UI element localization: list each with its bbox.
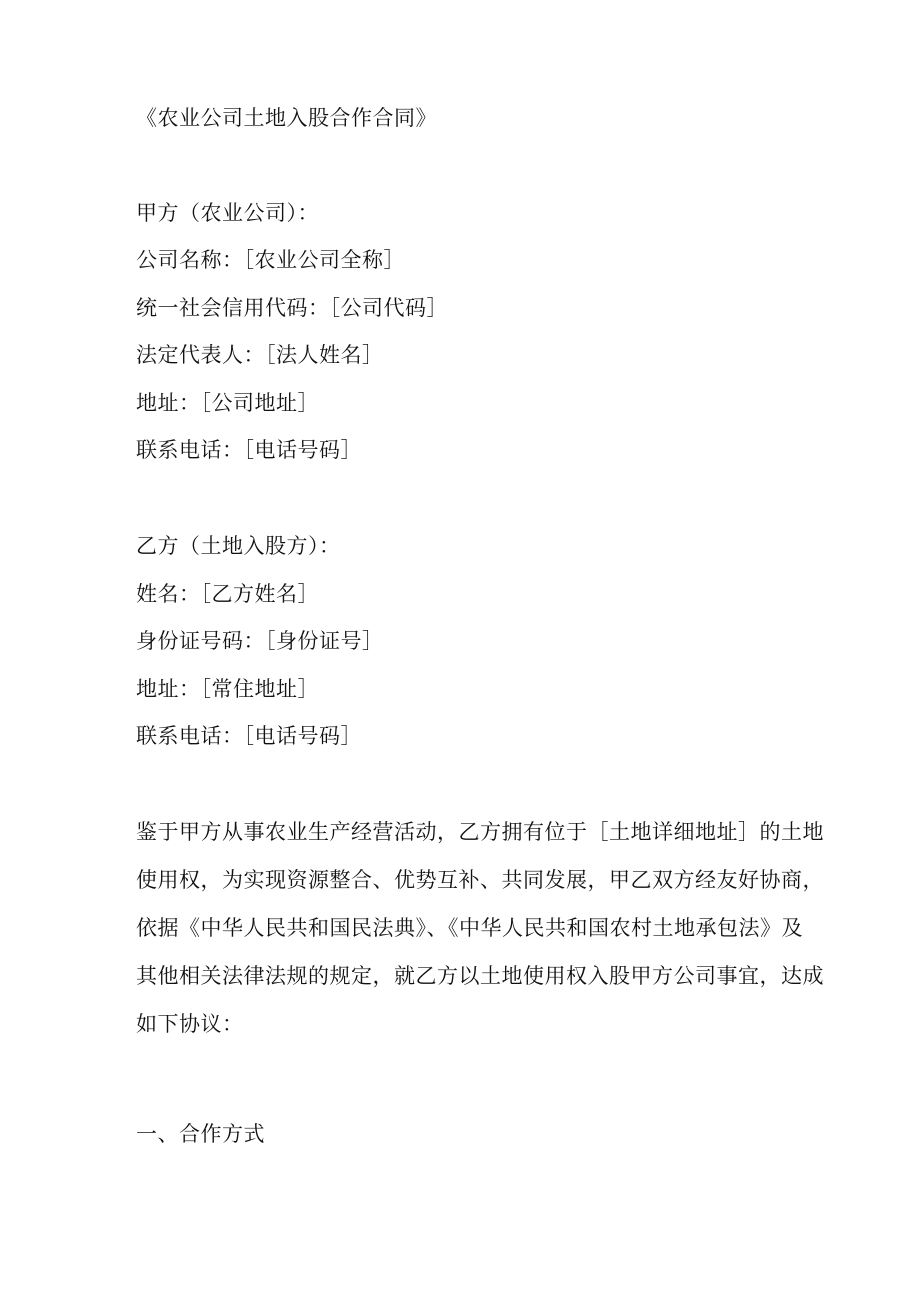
preamble-paragraph xyxy=(136,818,824,1058)
party-b-heading: 乙方（土地入股方）： xyxy=(136,534,341,558)
section-1-heading: 一、合作方式 xyxy=(136,1122,265,1146)
preamble-line: 如下协议： xyxy=(136,1012,244,1036)
party-a-credit-code: 统一社会信用代码：［公司代码］ xyxy=(136,296,448,320)
party-b-phone: 联系电话：［电话号码］ xyxy=(136,724,362,748)
party-b-address: 地址：［常住地址］ xyxy=(136,677,319,701)
party-a-phone: 联系电话：［电话号码］ xyxy=(136,438,362,462)
preamble-line: 使用权，为实现资源整合、优势互补、共同发展，甲乙双方经友好协商， xyxy=(136,868,824,892)
party-a-legal-rep: 法定代表人：［法人姓名］ xyxy=(136,343,384,367)
party-b-id-number: 身份证号码：［身份证号］ xyxy=(136,629,384,653)
party-a-heading: 甲方（农业公司）： xyxy=(136,201,319,225)
party-a-address: 地址：［公司地址］ xyxy=(136,391,319,415)
document-title: 《农业公司土地入股合作合同》 xyxy=(136,106,437,130)
party-a-company-name: 公司名称：［农业公司全称］ xyxy=(136,248,405,272)
preamble-line: 其他相关法律法规的规定，就乙方以土地使用权入股甲方公司事宜，达成 xyxy=(136,964,824,988)
preamble-line: 鉴于甲方从事农业生产经营活动，乙方拥有位于［土地详细地址］的土地 xyxy=(136,820,824,844)
party-b-name: 姓名：［乙方姓名］ xyxy=(136,582,319,606)
preamble-line: 依据《中华人民共和国民法典》、《中华人民共和国农村土地承包法》及 xyxy=(136,916,803,940)
